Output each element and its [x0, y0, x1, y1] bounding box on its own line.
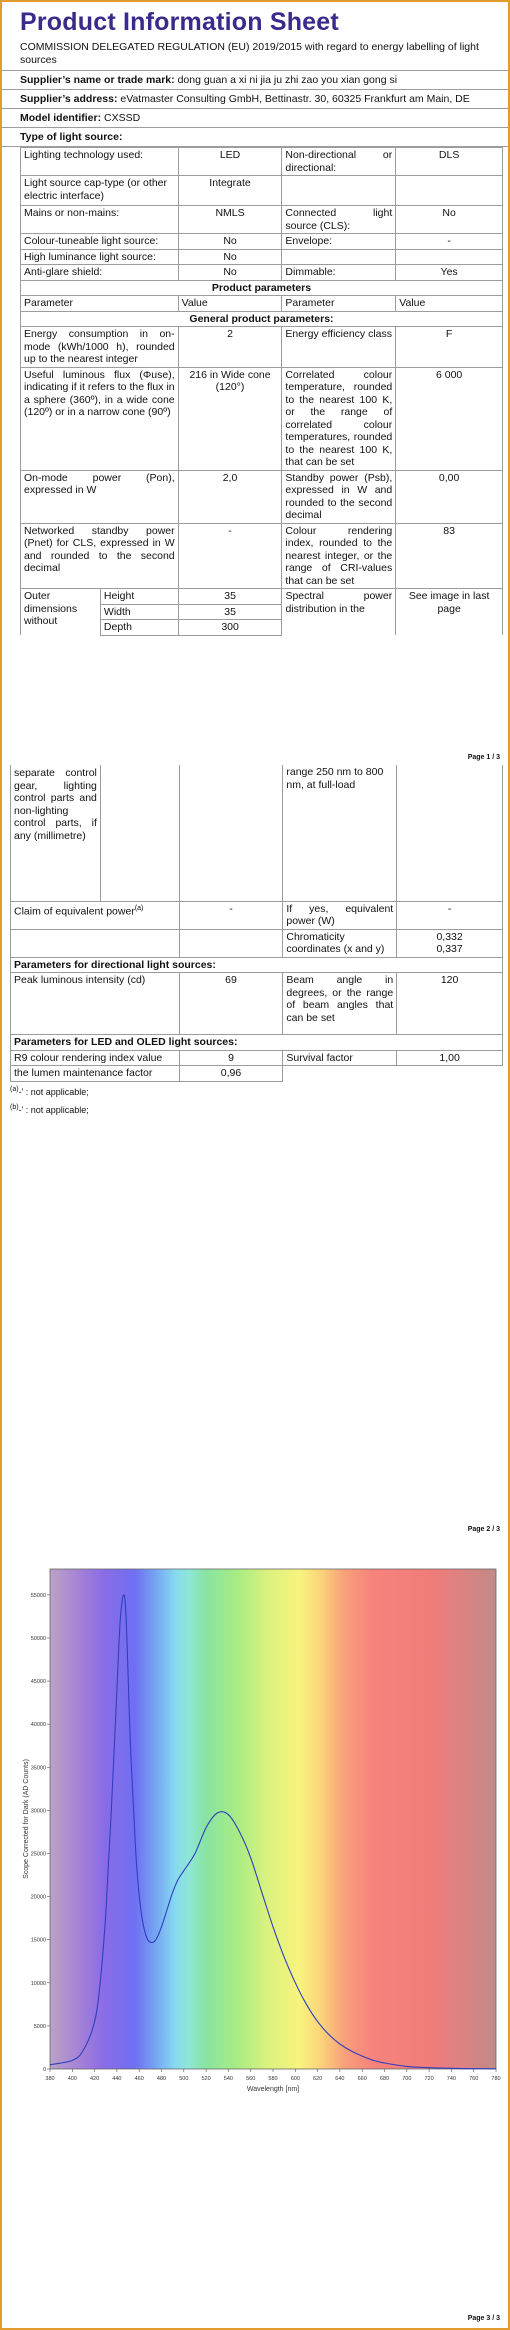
col-header-value: Value — [396, 296, 503, 312]
claim-value: - — [179, 901, 283, 929]
spectrum-point — [451, 2068, 452, 2069]
claim-label-text: Claim of equivalent power — [14, 905, 135, 917]
param-value: No — [396, 206, 503, 234]
x-tick-label: 600 — [290, 2076, 300, 2082]
col-header-parameter: Parameter — [21, 296, 179, 312]
continued-table — [10, 765, 503, 1082]
spectrum-point — [117, 1689, 118, 1690]
x-tick-label: 760 — [469, 2076, 479, 2082]
spectral-chart-svg — [20, 1561, 506, 2101]
spectrum-point — [130, 1741, 131, 1742]
y-tick-label: 20000 — [30, 1894, 46, 1901]
plot-background — [50, 1569, 496, 2069]
dimension-name: Height — [100, 589, 178, 605]
model-identifier: CXSSD — [104, 112, 141, 124]
chromaticity-value — [397, 929, 503, 957]
survival-label: Survival factor — [283, 1050, 397, 1066]
regulation-text: COMMISSION DELEGATED REGULATION (EU) 2019/2015 with regard to energy labelling of light sources — [2, 37, 508, 71]
spectrum-point — [273, 1926, 274, 1927]
param-name: Mains or non-mains: — [21, 206, 179, 234]
param-value: No — [178, 265, 282, 281]
spectrum-point — [340, 2044, 341, 2045]
param-name: Connected light source (CLS): — [282, 206, 396, 234]
param-name: Non-directional or directional: — [282, 148, 396, 176]
spectrum-point — [317, 2021, 318, 2022]
spectrum-point — [228, 1814, 229, 1815]
survival-value: 1,00 — [397, 1050, 503, 1066]
y-tick-label: 10000 — [30, 1980, 46, 1987]
empty-cell — [397, 765, 503, 901]
param-value — [396, 176, 503, 206]
param-name: Envelope: — [282, 234, 396, 250]
param-value: 2,0 — [178, 470, 282, 523]
table-row — [21, 234, 503, 250]
lumen-maintenance-label: the lumen maintenance factor — [11, 1066, 180, 1082]
dimension-name: Width — [100, 604, 178, 620]
param-name: Colour rendering index, rounded to the nearest integer, or the range of CRI-values that can be set — [282, 523, 396, 589]
chromaticity-x: 0,332 — [436, 930, 463, 943]
x-tick-label: 500 — [179, 2076, 189, 2082]
param-name: Light source cap-type (or other electric interface) — [21, 176, 179, 206]
spectrum-point — [351, 2051, 352, 2052]
spectrum-point — [167, 1909, 168, 1910]
spectrum-point — [384, 2063, 385, 2064]
y-tick-label: 15000 — [30, 1937, 46, 1944]
spectrum-point — [284, 1957, 285, 1958]
directional-heading: Parameters for directional light sources: — [11, 957, 503, 973]
table-row — [11, 1066, 503, 1082]
x-tick-label: 440 — [112, 2076, 122, 2082]
spectrum-point — [94, 2021, 95, 2022]
empty-cell — [397, 1066, 503, 1082]
x-tick-label: 700 — [402, 2076, 412, 2082]
x-tick-label: 780 — [491, 2076, 501, 2082]
table-row — [21, 206, 503, 234]
param-name: Energy efficiency class — [282, 327, 396, 368]
param-value: 2 — [178, 327, 282, 368]
product-parameters-heading: Product parameters — [21, 280, 503, 296]
y-tick-label: 30000 — [30, 1808, 46, 1815]
peak-intensity-label: Peak luminous intensity (cd) — [11, 973, 180, 1035]
spectrum-point — [295, 1982, 296, 1983]
x-tick-label: 640 — [335, 2076, 345, 2082]
spectrum-point — [72, 2060, 73, 2061]
spectrum-point — [111, 1810, 112, 1811]
param-name: Correlated colour temperature, rounded to the nearest 100 K, or the range of correlated colour temperatures, rounded to the nearest 100 K, that can be set — [282, 367, 396, 470]
table-row — [21, 523, 503, 589]
empty-cell — [179, 929, 283, 957]
param-name: Networked standby power (Pnet) for CLS, expressed in W and rounded to the second decimal — [21, 523, 179, 589]
x-tick-label: 660 — [357, 2076, 367, 2082]
dimensions-table — [20, 588, 503, 636]
spectrum-point — [161, 1926, 162, 1927]
spectrum-point — [125, 1612, 126, 1613]
spectrum-point — [120, 1620, 121, 1621]
footnote-b-mark: (b) — [10, 1103, 19, 1111]
x-tick-label: 580 — [268, 2076, 278, 2082]
spectral-label-cont: range 250 nm to 800 nm, at full-load — [283, 765, 397, 901]
col-header-parameter: Parameter — [282, 296, 396, 312]
table-row — [21, 589, 503, 605]
table-row — [11, 901, 503, 929]
table-row — [21, 265, 503, 281]
footnote-a-mark: (a) — [10, 1085, 19, 1093]
x-tick-label: 540 — [223, 2076, 233, 2082]
model-row — [2, 109, 508, 128]
peak-intensity-value: 69 — [179, 973, 283, 1035]
spectral-label: Spectral power distribution in the — [282, 589, 396, 636]
page-number: Page 1 / 3 — [467, 754, 500, 761]
type-heading-row — [2, 128, 508, 147]
param-name — [282, 249, 396, 265]
x-tick-label: 460 — [134, 2076, 144, 2082]
x-tick-label: 420 — [90, 2076, 100, 2082]
param-value: 216 in Wide cone (120°) — [178, 367, 282, 470]
param-value: Integrate — [178, 176, 282, 206]
empty-cell — [283, 1066, 397, 1082]
param-name: Anti-glare shield: — [21, 265, 179, 281]
table-row — [21, 327, 503, 368]
spectrum-point — [141, 1913, 142, 1914]
r9-value: 9 — [179, 1050, 283, 1066]
table-row — [21, 280, 503, 296]
spectrum-point — [123, 1595, 124, 1596]
footnote-a — [2, 1082, 508, 1100]
spectrum-point — [105, 1913, 106, 1914]
param-name: Useful luminous flux (Φuse), indicating if it refers to the flux in a sphere (360º), in a wide cone (120º) or in a narrow cone (90º) — [21, 367, 179, 470]
footnote-b-text: -’ : not applicable; — [18, 1104, 89, 1115]
param-value: DLS — [396, 148, 503, 176]
beam-angle-value: 120 — [397, 973, 503, 1035]
param-name: Energy consumption in on-mode (kWh/1000 h), rounded up to the nearest integer — [21, 327, 179, 368]
y-tick-label: 50000 — [30, 1635, 46, 1642]
spectrum-point — [100, 1982, 101, 1983]
chromaticity-label: Chromaticity coordinates (x and y) — [283, 929, 397, 957]
table-row — [11, 973, 503, 1035]
spectrum-point — [146, 1935, 147, 1936]
spectrum-point — [133, 1810, 134, 1811]
y-tick-label: 40000 — [30, 1722, 46, 1729]
param-value — [396, 249, 503, 265]
table-row — [21, 176, 503, 206]
model-label: Model identifier: — [20, 112, 102, 124]
param-value: 6 000 — [396, 367, 503, 470]
chromaticity-y: 0,337 — [436, 943, 463, 955]
spectral-value: See image in last page — [396, 589, 503, 636]
param-value: Yes — [396, 265, 503, 281]
x-tick-label: 720 — [424, 2076, 434, 2082]
y-tick-label: 55000 — [30, 1592, 46, 1599]
beam-angle-label: Beam angle in degrees, or the range of beam angles that can be set — [283, 973, 397, 1035]
spectral-chart — [20, 1561, 506, 2101]
param-value: - — [178, 523, 282, 589]
y-tick-label: 0 — [42, 2067, 46, 2073]
footnote-b — [2, 1100, 508, 1118]
dimensions-label: Outer dimensions without — [21, 589, 101, 636]
table-header-row — [21, 296, 503, 312]
page-2 — [0, 765, 510, 1545]
param-name: Colour-tuneable light source: — [21, 234, 179, 250]
spectrum-point — [83, 2050, 84, 2051]
x-tick-label: 400 — [67, 2076, 77, 2082]
param-value: F — [396, 327, 503, 368]
param-value: 0,00 — [396, 470, 503, 523]
spectrum-point — [156, 1939, 157, 1940]
spectrum-point — [261, 1892, 262, 1893]
table-row — [21, 311, 503, 327]
x-tick-label: 560 — [246, 2076, 256, 2082]
dimension-name: Depth — [100, 620, 178, 636]
spectrum-point — [50, 2064, 51, 2065]
spectrum-point — [429, 2067, 430, 2068]
param-name — [282, 176, 396, 206]
spectrum-point — [137, 1870, 138, 1871]
spectrum-point — [239, 1832, 240, 1833]
x-axis-label: Wavelength [nm] — [246, 2086, 300, 2093]
table-row — [21, 470, 503, 523]
page-number: Page 3 / 3 — [467, 2315, 500, 2322]
lumen-maintenance-value: 0,96 — [179, 1066, 283, 1082]
spectrum-point — [250, 1857, 251, 1858]
param-name: Dimmable: — [282, 265, 396, 281]
general-parameters-heading: General product parameters: — [21, 311, 503, 327]
page-3 — [0, 1545, 510, 2330]
table-row — [21, 249, 503, 265]
y-axis-label: Scope Corrected for Dark (AD Counts) — [23, 1759, 30, 1879]
dimensions-label-cont: separate control gear, lighting control parts and non-lighting control parts, if any (millimetre) — [11, 765, 101, 901]
param-value: No — [178, 234, 282, 250]
x-tick-label: 480 — [156, 2076, 167, 2082]
table-row — [11, 1035, 503, 1051]
page-number: Page 2 / 3 — [467, 1526, 500, 1533]
dimension-value: 35 — [178, 589, 282, 605]
x-tick-label: 740 — [446, 2076, 456, 2082]
table-row — [11, 765, 503, 901]
supplier-name-label: Supplier’s name or trade mark: — [20, 74, 175, 86]
x-tick-label: 680 — [379, 2076, 390, 2082]
page-1 — [0, 0, 510, 765]
dimension-value: 300 — [178, 620, 282, 636]
empty-cell — [11, 929, 180, 957]
param-value: No — [178, 249, 282, 265]
table-row — [21, 367, 503, 470]
spectrum-point — [183, 1870, 184, 1871]
supplier-name-row — [2, 71, 508, 90]
claim-footnote-mark: (a) — [134, 904, 144, 912]
type-heading: Type of light source: — [20, 131, 123, 143]
spectrum-point — [328, 2034, 329, 2035]
spectrum-point — [217, 1813, 218, 1814]
table-row — [11, 1050, 503, 1066]
spectrum-point — [473, 2068, 474, 2069]
equivalent-power-label: If yes, equivalent power (W) — [283, 901, 397, 929]
spectrum-point — [306, 2004, 307, 2005]
y-tick-label: 45000 — [30, 1679, 46, 1686]
footnote-a-text: -’ : not applicable; — [18, 1086, 89, 1097]
table-row — [11, 929, 503, 957]
spectrum-point — [150, 1942, 151, 1943]
x-tick-label: 520 — [201, 2076, 211, 2082]
param-value: NMLS — [178, 206, 282, 234]
spectrum-point — [178, 1879, 179, 1880]
table-row — [21, 148, 503, 176]
spectrum-point — [373, 2060, 374, 2061]
y-tick-label: 35000 — [30, 1765, 46, 1772]
param-name: High luminance light source: — [21, 249, 179, 265]
supplier-address: eVatmaster Consulting GmbH, Bettinastr. 30, 60325 Frankfurt am Main, DE — [120, 93, 470, 105]
param-value: - — [396, 234, 503, 250]
spectrum-point — [406, 2066, 407, 2067]
empty-cell — [100, 765, 179, 901]
supplier-address-label: Supplier’s address: — [20, 93, 118, 105]
spectrum-point — [496, 2068, 497, 2069]
x-tick-label: 380 — [45, 2076, 55, 2082]
equivalent-power-value: - — [397, 901, 503, 929]
claim-label — [11, 901, 180, 929]
y-tick-label: 25000 — [30, 1851, 46, 1858]
param-value: LED — [178, 148, 282, 176]
spectrum-point — [195, 1853, 196, 1854]
supplier-address-row — [2, 90, 508, 109]
spectrum-point — [206, 1827, 207, 1828]
param-name: Lighting technology used: — [21, 148, 179, 176]
y-tick-label: 5000 — [33, 2023, 46, 2030]
empty-cell — [179, 765, 283, 901]
r9-label: R9 colour rendering index value — [11, 1050, 180, 1066]
param-value: 83 — [396, 523, 503, 589]
param-name: On-mode power (Pon), expressed in W — [21, 470, 179, 523]
spectrum-point — [362, 2056, 363, 2057]
page-title: Product Information Sheet — [20, 8, 339, 36]
spectrum-point — [128, 1672, 129, 1673]
table-row — [11, 957, 503, 973]
light-source-type-table — [20, 147, 503, 589]
supplier-name: dong guan a xi ni jia ju zhi zao you xian gong si — [177, 74, 398, 86]
x-tick-label: 620 — [313, 2076, 323, 2082]
led-heading: Parameters for LED and OLED light sources: — [11, 1035, 503, 1051]
spectrum-point — [172, 1892, 173, 1893]
col-header-value: Value — [178, 296, 282, 312]
dimension-value: 35 — [178, 604, 282, 620]
param-name: Standby power (Psb), expressed in W and rounded to the second decimal — [282, 470, 396, 523]
